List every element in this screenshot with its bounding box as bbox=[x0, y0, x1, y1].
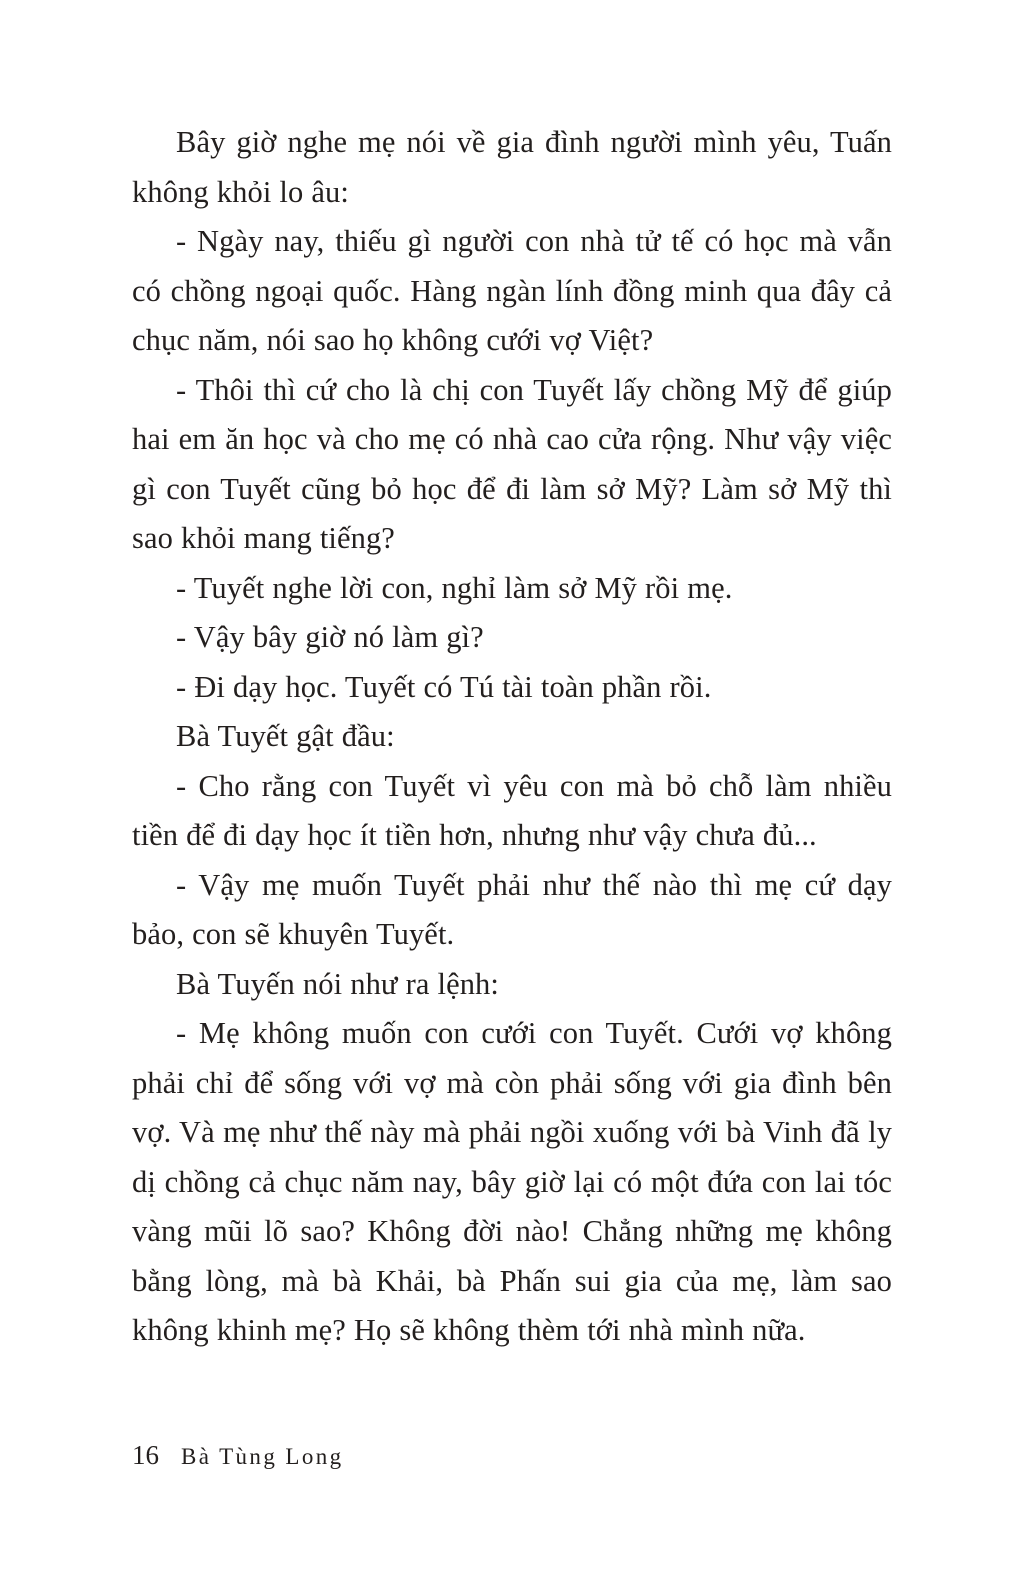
paragraph: - Mẹ không muốn con cưới con Tuyết. Cưới vợ không phải chỉ để sống với vợ mà còn phải sống với gia đình bên vợ. Và mẹ như thế này mà phải ngồi xuống với bà Vinh đã ly dị chồng cả chục năm nay, bây giờ lại có một đứa con lai tóc vàng mũi lõ sao? Không đời nào! Chẳng những mẹ không bằng lòng, mà bà Khải, bà Phấn sui gia của mẹ, làm sao không khinh mẹ? Họ sẽ không thèm tới nhà mình nữa. bbox=[132, 1016, 892, 1347]
page-footer bbox=[132, 1442, 344, 1469]
paragraph: Bây giờ nghe mẹ nói về gia đình người mình yêu, Tuấn không khỏi lo âu: bbox=[132, 125, 892, 209]
paragraph: - Ngày nay, thiếu gì người con nhà tử tế có học mà vẫn có chồng ngoại quốc. Hàng ngàn lính đồng minh qua đây cả chục năm, nói sao họ không cưới vợ Việt? bbox=[132, 224, 892, 357]
page-number: 16 bbox=[132, 1440, 159, 1470]
paragraph: Bà Tuyết gật đầu: bbox=[176, 719, 395, 753]
paragraph: - Vậy bây giờ nó làm gì? bbox=[176, 620, 484, 654]
running-head-author: Bà Tùng Long bbox=[181, 1444, 344, 1469]
paragraph: - Thôi thì cứ cho là chị con Tuyết lấy chồng Mỹ để giúp hai em ăn học và cho mẹ có nhà cao cửa rộng. Như vậy việc gì con Tuyết cũng bỏ học để đi làm sở Mỹ? Làm sở Mỹ thì sao khỏi mang tiếng? bbox=[132, 372, 892, 555]
body-text-column bbox=[132, 118, 892, 1356]
paragraph: - Vậy mẹ muốn Tuyết phải như thế nào thì mẹ cứ dạy bảo, con sẽ khuyên Tuyết. bbox=[132, 867, 892, 951]
paragraph: - Đi dạy học. Tuyết có Tú tài toàn phần rồi. bbox=[176, 669, 712, 704]
paragraph: - Tuyết nghe lời con, nghỉ làm sở Mỹ rồi mẹ. bbox=[176, 570, 733, 605]
paragraph: Bà Tuyến nói như ra lệnh: bbox=[176, 966, 499, 1001]
paragraph: - Cho rằng con Tuyết vì yêu con mà bỏ chỗ làm nhiều tiền để đi dạy học ít tiền hơn, nhưng như vậy chưa đủ... bbox=[132, 768, 892, 852]
